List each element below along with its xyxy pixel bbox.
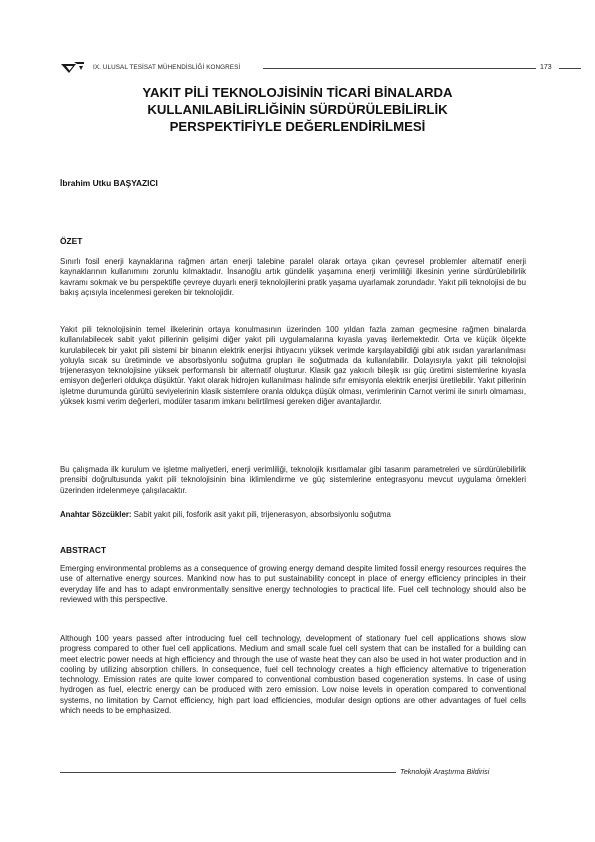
title-line: KULLANILABİLİRLİĞİNİN SÜRDÜRÜLEBİLİRLİK — [147, 102, 448, 117]
abstract-heading: ABSTRACT — [60, 545, 107, 555]
running-header — [60, 61, 552, 75]
conference-name: IX. ULUSAL TESİSAT MÜHENDİSLİĞİ KONGRESİ — [93, 64, 241, 71]
author-name — [60, 178, 158, 188]
header-divider — [263, 68, 536, 69]
keywords-label: Anahtar Sözcükler: — [60, 510, 132, 519]
footer-label: Teknolojik Araştırma Bildirisi — [400, 767, 490, 776]
abstract-paragraph: Although 100 years passed after introducing fuel cell technology, development of stationary fuel cell applications shows slow progress compared to other fuel cell applications. Medium and small scale fuel cell system that can be installed for a building can meet electric power needs at high efficiency and through the use of waste heat they can also be used in hot water production and in cooling by utilizing absorption chillers. In consequence, fuel cell technology creates a high efficiency alternative to trigeneration technology. Emission rates are quite lower compared to conventional combustion based cogeneration systems. In case of using hydrogen as fuel, electric energy can be produced with zero emission. Low noise levels in operation compared to conventional systems, no limitation by Carnot efficiency, high part load efficiencies, modular design options are other advantages of fuel cells which needs to be emphasized. — [60, 634, 526, 716]
ozet-paragraph: Bu çalışmada ilk kurulum ve işletme maliyetleri, enerji verimliliği, teknolojik kısıtlamalar gibi tasarım parametreleri ve sürdürülebilirlik prensibi doğrultusunda yakıt pili teknolojisinin bina iklimlendirme ve güç sistemlerine entegrasyonu mevcut uygulama örnekleri üzerinden irdelenmeye çalışılacaktır. — [60, 465, 526, 495]
footer-divider — [60, 772, 396, 773]
ozet-heading: ÖZET — [60, 236, 83, 246]
keywords — [60, 510, 391, 519]
author-first-name: İbrahim Utku — [60, 178, 112, 188]
keywords-text: Sabit yakıt pili, fosforik asit yakıt pili, trijenerasyon, absorbsiyonlu soğutma — [133, 510, 391, 519]
ozet-paragraph: Sınırlı fosil enerji kaynaklarına rağmen artan enerji talebine paralel olarak ortaya çıkan çevresel problemler alternatif enerji kaynaklarının kullanımını zorunlu kılmaktadır. İnsanoğlu artık gündelik yaşamına enerji verimliliği ilkesinin yerine sürdürülebilirlik kavramı sokmak ve bu perspektifle çevreye duyarlı enerji teknolojilerini pratik yaşama uyarlamak zorundadır. Yakıt pili teknolojisi de bu bakış açısıyla incelenmesi gereken bir teknolojidir. — [60, 257, 526, 297]
abstract-paragraph: Emerging environmental problems as a consequence of growing energy demand despite limited fossil energy resources requires the use of alternative energy sources. Mankind now has to put sustainability concept in place of energy efficiency principles in their everyday life and has to adapt environmentally sensitive energy technologies to practical life. Fuel cell technology should also be reviewed with this perspective. — [60, 564, 526, 604]
congress-logo-icon — [60, 61, 86, 75]
author-last-name: BAŞYAZICI — [113, 178, 158, 188]
title-line: YAKIT PİLİ TEKNOLOJİSİNİN TİCARİ BİNALARDA — [142, 85, 453, 100]
ozet-paragraph: Yakıt pili teknolojisinin temel ilkelerinin ortaya konulmasının üzerinden 100 yıldan fazla zaman geçmesine rağmen binalarda kullanılabilecek sabit yakıt pillerinin gelişimi diğer yakıt pili uygulamalarına kıyasla yavaş ilerlemektedir. Orta ve küçük ölçekte kurulabilecek bir yakıt pili sistemi bir binanın elektrik enerjisi ihtiyacını yüksek verimde karşılayabildiği gibi atık ısıdan yararlanılması yoluyla sıcak su üretiminde ve absorbsiyonlu soğutma grupları ile soğutmada da kullanılabilir. Dolayısıyla yakıt pili teknolojisi trijenerasyon teknolojisine yüksek performanslı bir alternatif oluşturur. Klasik gaz yakıcılı bileşik ısı güç üretimi sistemlerine kıyasla emisyon değerleri oldukça düşüktür. Yakıt olarak hidrojen kullanılması halinde sıfır emisyonla elektrik enerjisi üretilebilir. Yakıt pillerinin işletme durumunda gürültü seviyelerinin klasik sistemlere oranla oldukça düşük olması, verimlerinin Carnot verimi ile sınırlı olmaması, yüksek kısmi verim değerleri, modüler tasarım imkanı belirtilmesi gereken diğer avantajlardır. — [60, 325, 526, 406]
header-divider-end — [559, 68, 581, 69]
title-line: PERSPEKTİFİYLE DEĞERLENDİRİLMESİ — [169, 119, 426, 134]
paper-title — [60, 84, 535, 135]
page-number: 173 — [540, 64, 552, 71]
